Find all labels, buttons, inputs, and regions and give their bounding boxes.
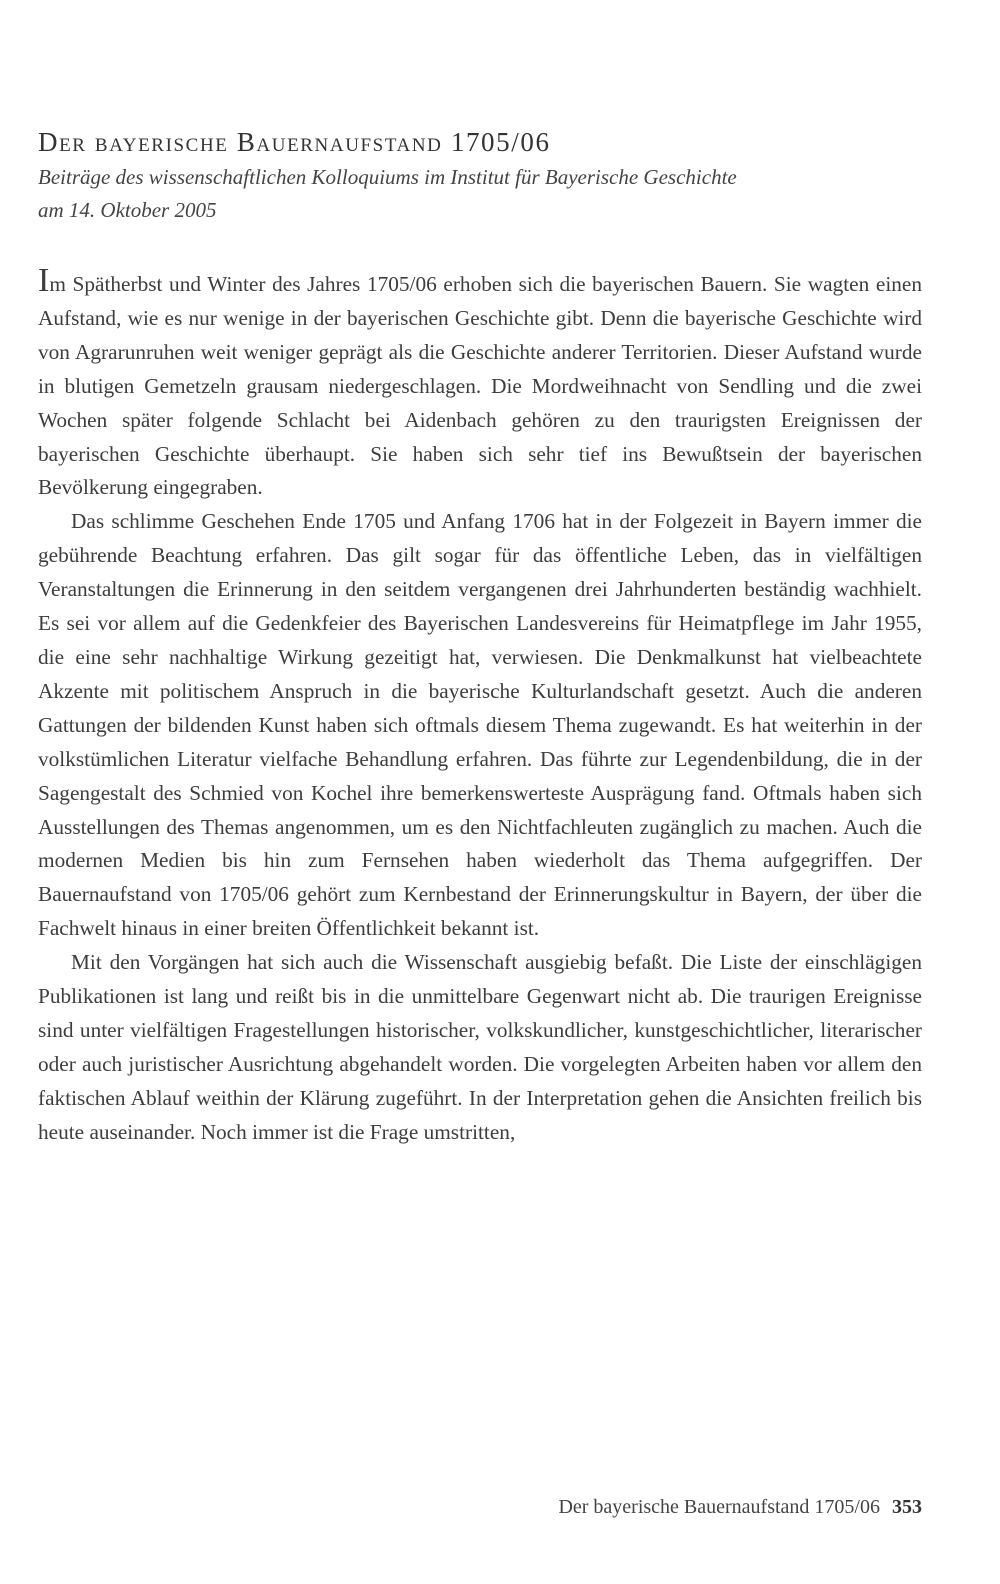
subtitle-line-1: Beiträge des wissenschaftlichen Kolloquiums im Institut für Bayerische Geschichte xyxy=(38,165,737,189)
paragraph-1 xyxy=(38,262,922,505)
chapter-heading xyxy=(38,125,938,227)
subtitle-line-2: am 14. Oktober 2005 xyxy=(38,198,217,222)
paragraph-3: Mit den Vorgängen hat sich auch die Wissenschaft ausgiebig befaßt. Die Liste der einschlägigen Publikationen ist lang und reißt bis in die unmittelbare Gegenwart nicht ab. Die traurigen Ereignisse sind unter vielfältigen Fragestellungen historischer, volkskundlicher, kunstgeschichtlicher, literarischer oder auch juristischer Ausrichtung abgehandelt worden. Die vorgelegten Arbeiten haben vor allem den faktischen Ablauf weithin der Klärung zugeführt. In der Interpretation gehen die Ansichten freilich bis heute auseinander. Noch immer ist die Frage umstritten, xyxy=(38,950,922,1144)
running-title: Der bayerische Bauernaufstand 1705/06 xyxy=(558,1496,880,1518)
paragraph-2: Das schlimme Geschehen Ende 1705 und Anfang 1706 hat in der Folgezeit in Bayern immer die gebührende Beachtung erfahren. Das gilt sogar für das öffentliche Leben, das in vielfältigen Veranstaltungen die Erinnerung in den seitdem vergangenen drei Jahrhunderten beständig wachhielt. Es sei vor allem auf die Gedenkfeier des Bayerischen Landesvereins für Heimatpflege im Jahr 1955, die eine sehr nachhaltige Wirkung gezeitigt hat, verwiesen. Die Denkmalkunst hat vielbeachtete Akzente mit politischem Anspruch in die bayerische Kulturlandschaft gesetzt. Auch die anderen Gattungen der bildenden Kunst haben sich oftmals diesem Thema zugewandt. Es hat weiterhin in der volkstümlichen Literatur vielfache Behandlung erfahren. Das führte zur Legendenbildung, die in der Sagengestalt des Schmied von Kochel ihre bemerkenswerteste Ausprägung fand. Oftmals haben sich Ausstellungen des Themas angenommen, um es den Nichtfachleuten zugänglich zu machen. Auch die modernen Medien bis hin zum Fernsehen haben wiederholt das Thema aufgegriffen. Der Bauernaufstand von 1705/06 gehört zum Kernbestand der Erinnerungskultur in Bayern, der über die Fachwelt hinaus in einer breiten Öffentlichkeit bekannt ist. xyxy=(38,509,922,941)
chapter-subtitle xyxy=(38,161,938,227)
body-text xyxy=(38,262,922,1150)
chapter-title: Der bayerische Bauernaufstand 1705/06 xyxy=(38,127,551,157)
page-number: 353 xyxy=(892,1496,922,1518)
page-footer xyxy=(38,1493,922,1521)
drop-cap: I xyxy=(38,262,50,299)
paragraph-1-text: m Spätherbst und Winter des Jahres 1705/06 erhoben sich die bayerischen Bauern. Sie wagten einen Aufstand, wie es nur wenige in der bayerischen Geschichte gibt. Denn die bayerische Geschichte wird von Agrarunruhen weit weniger geprägt als die Geschichte anderer Territorien. Dieser Aufstand wurde in blutigen Gemetzeln grausam niedergeschlagen. Die Mordweihnacht von Sendling und die zwei Wochen später folgende Schlacht bei Aidenbach gehören zu den traurigsten Ereignissen der bayerischen Geschichte überhaupt. Sie haben sich sehr tief ins Bewußtsein der bayerischen Bevölkerung eingegraben. xyxy=(38,272,922,500)
